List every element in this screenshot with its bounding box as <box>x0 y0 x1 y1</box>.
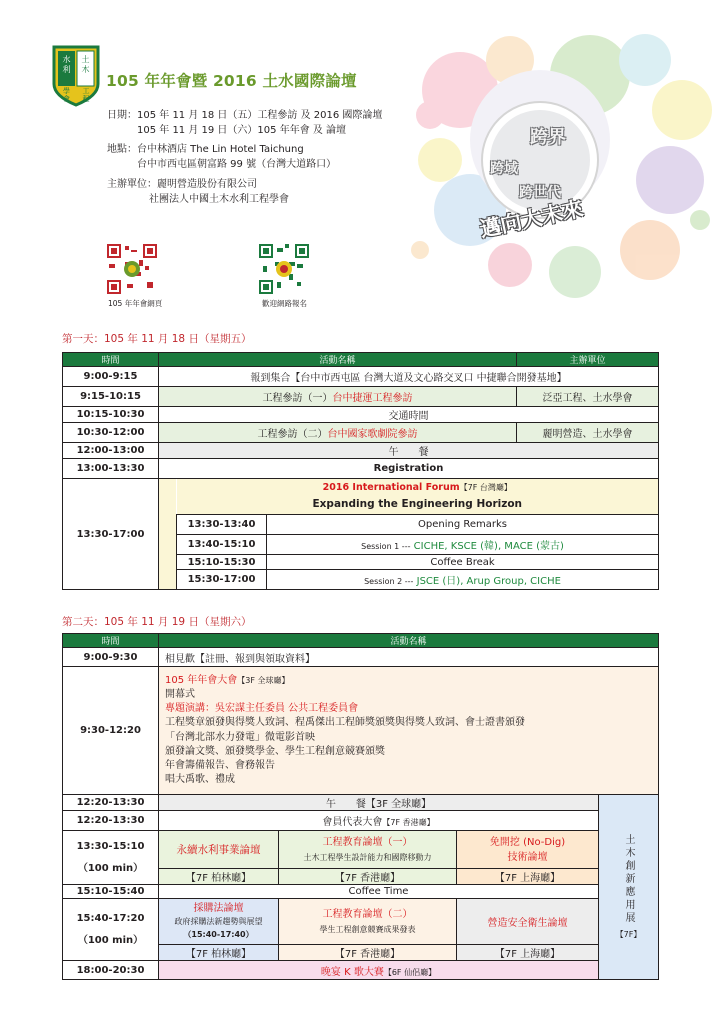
place-line-1: 台中林酒店 The Lin Hotel Taichung <box>137 144 304 155</box>
delegate-location: 【7F 香港廳】 <box>382 818 435 827</box>
table-row <box>63 795 659 811</box>
forum-title: 採購法論壇 <box>193 903 244 914</box>
header-time: 時間 <box>63 634 159 648</box>
exhibition-cell <box>599 795 659 980</box>
delegate-label: 會員代表大會 <box>322 817 383 828</box>
ceremony-item: 「台灣北部水力發電」微電影首映 <box>165 731 315 743</box>
forum-title: 工程教育論壇（二） <box>322 908 413 920</box>
forum-no-dig <box>457 831 599 869</box>
forum-subtitle: 政府採購法新趨勢與展望 <box>174 917 263 926</box>
place-line-2: 台中市西屯區朝富路 99 號（台灣大道路口） <box>137 159 337 170</box>
time-cell: 10:15-10:30 <box>63 407 159 423</box>
forum-location: 【7F 上海廳】 <box>457 869 599 885</box>
page-title: 105 年年會暨 2016 土水國際論壇 <box>106 72 357 90</box>
event-date <box>107 108 382 138</box>
exhibition-label: 土木創新應用展 <box>623 834 634 925</box>
dinner-cell <box>159 961 599 980</box>
forum-item-label <box>267 535 659 555</box>
table-row <box>63 459 659 479</box>
ceremony-item: 唱大禹歌、禮成 <box>165 774 235 786</box>
qr-code-registration[interactable] <box>259 244 309 294</box>
exhibition-location: 【7F】 <box>615 930 642 939</box>
table-row <box>63 961 659 980</box>
host-cell: 麗明營造、土水學會 <box>517 423 659 443</box>
activity-prefix: 工程參訪（一） <box>262 393 333 404</box>
block2-duration: （100 min） <box>77 934 144 946</box>
forum-title-cell <box>177 479 659 515</box>
header-activity: 活動名稱 <box>159 634 659 648</box>
dinner-location: 【6F 仙侶廳】 <box>383 967 437 977</box>
delegate-cell <box>159 811 599 831</box>
lunch-location: 【3F 全球廳】 <box>365 799 432 810</box>
slogan-line-2: 跨域 <box>490 161 518 177</box>
forum-item-participants: JSCE (日), Arup Group, CICHE <box>416 576 561 587</box>
time-cell: 13:30-17:00 <box>63 479 159 590</box>
forum-title: 2016 International Forum <box>322 482 460 493</box>
forum-location: 【7F 香港廳】 <box>279 945 457 961</box>
forum-location: 【7F 香港廳】 <box>279 869 457 885</box>
host-label: 主辦單位： <box>107 179 157 190</box>
slogan-line-4: 邁向大未來 <box>477 196 586 242</box>
day1-heading: 第一天：105 年 11 月 18 日（星期五） <box>62 333 252 345</box>
logo-char: 水 <box>62 55 71 64</box>
society-logo <box>50 44 102 108</box>
time-cell: 10:30-12:00 <box>63 423 159 443</box>
time-cell: 12:20-13:30 <box>63 795 159 811</box>
date-label: 日期： <box>107 110 137 121</box>
day2-heading: 第二天：105 年 11 月 19 日（星期六） <box>62 616 252 628</box>
forum-item-time: 15:30-17:00 <box>177 570 267 590</box>
table-row <box>63 367 659 387</box>
logo-char: 工 <box>82 87 90 95</box>
forum-item-label <box>267 515 659 535</box>
forum-margin <box>159 479 177 590</box>
qr-caption-registration: 歡迎網路報名 <box>262 299 307 308</box>
host-cell: 泛亞工程、土水學會 <box>517 387 659 407</box>
activity-highlight: 台中國家歌劇院參訪 <box>327 429 418 440</box>
block1-time: 13:30-15:10 <box>76 840 145 852</box>
qr-code-webpage[interactable] <box>107 244 157 294</box>
table-header-row <box>63 353 659 367</box>
time-cell: 9:30-12:20 <box>63 667 159 795</box>
forum-item-text: Session 2 --- <box>364 577 414 586</box>
ceremony-item: 開幕式 <box>165 688 195 700</box>
day2-schedule-table <box>62 633 659 980</box>
forum-item-participants: CICHE, KSCE (韓), MACE (蒙古) <box>413 541 564 552</box>
time-cell: 12:20-13:30 <box>63 811 159 831</box>
forum-item-text: Opening Remarks <box>418 519 507 530</box>
table-row <box>63 423 659 443</box>
activity-cell <box>159 423 517 443</box>
table-row <box>63 648 659 667</box>
table-header-row <box>63 634 659 648</box>
forum-title: 免開挖 (No-Dig) <box>489 836 566 848</box>
logo-char: 程 <box>82 95 90 103</box>
lunch-label: 午 餐 <box>325 799 366 810</box>
ceremony-item: 專題演講：吳宏謀主任委員 公共工程委員會 <box>165 703 359 715</box>
table-row <box>63 885 659 899</box>
forum-location: 【7F 上海廳】 <box>457 945 599 961</box>
lunch-cell <box>159 795 599 811</box>
logo-char: 利 <box>62 65 71 74</box>
logo-char: 學 <box>63 87 70 95</box>
ceremony-item: 工程獎章頒發與得獎人致詞、程禹傑出工程師獎頒獎與得獎人致詞、會士證書頒發 <box>165 717 525 729</box>
activity-prefix: 工程參訪（二） <box>257 429 328 440</box>
forum-block-row <box>63 899 659 945</box>
header-time: 時間 <box>63 353 159 367</box>
forum-subtitle: 學生工程創意競賽成果發表 <box>319 924 416 934</box>
place-label: 地點： <box>107 144 137 155</box>
time-cell: 9:00-9:15 <box>63 367 159 387</box>
forum-block-row <box>63 831 659 869</box>
slogan-line-3: 跨世代 <box>519 185 561 201</box>
forum-subtitle: （15:40-17:40） <box>183 930 254 939</box>
event-organizers <box>107 177 289 207</box>
time-cell: 15:10-15:40 <box>63 885 159 899</box>
time-cell: 9:15-10:15 <box>63 387 159 407</box>
forum-item-time: 13:40-15:10 <box>177 535 267 555</box>
date-line-2: 105 年 11 月 19 日（六）105 年年會 及 論壇 <box>137 125 347 136</box>
forum-item-text: Session 1 --- <box>361 542 411 551</box>
forum-item-label <box>267 570 659 590</box>
activity-highlight: 台中捷運工程參訪 <box>332 393 413 404</box>
activity-cell: 相見歡【註冊、報到與領取資料】 <box>159 648 659 667</box>
activity-cell: 報到集合【台中市西屯區 台灣大道及文心路交叉口 中捷聯合開發基地】 <box>159 367 659 387</box>
block1-duration: （100 min） <box>77 862 144 874</box>
forum-procurement <box>159 899 279 945</box>
forum-title: 工程教育論壇（一） <box>322 836 413 848</box>
host-line-1: 麗明營造股份有限公司 <box>157 179 257 190</box>
day1-schedule-table <box>62 352 659 590</box>
header-host: 主辦單位 <box>517 353 659 367</box>
forum-water: 永續水利事業論壇 <box>159 831 279 869</box>
dinner-label: 晚宴 K 歌大賽 <box>320 966 384 978</box>
time-cell: 13:00-13:30 <box>63 459 159 479</box>
forum-subtitle: Expanding the Engineering Horizon <box>312 498 523 510</box>
logo-char: 土 <box>81 55 90 64</box>
forum-title-row <box>63 479 659 515</box>
logo-char: 木 <box>81 65 90 74</box>
table-row <box>63 443 659 459</box>
time-cell <box>63 831 159 885</box>
forum-location: 【7F 柏林廳】 <box>159 945 279 961</box>
paint-splash-graphic <box>400 20 720 310</box>
activity-cell <box>159 387 517 407</box>
slogan-line-1: 跨界 <box>530 127 566 148</box>
host-line-2: 社團法人中國土木水利工程學會 <box>149 194 289 205</box>
forum-safety: 營造安全衛生論壇 <box>457 899 599 945</box>
forum-item-label <box>267 555 659 570</box>
forum-location: 【7F 台灣廳】 <box>459 483 512 492</box>
date-line-1: 105 年 11 月 18 日（五）工程參訪 及 2016 國際論壇 <box>137 110 383 121</box>
ceremony-cell <box>159 667 659 795</box>
event-venue <box>107 142 336 172</box>
ceremony-location: 【3F 全球廳】 <box>237 675 290 685</box>
time-cell: 12:00-13:00 <box>63 443 159 459</box>
forum-education-2 <box>279 899 457 945</box>
forum-subtitle: 土木工程學生設計能力和國際移動力 <box>303 852 432 862</box>
forum-location: 【7F 柏林廳】 <box>159 869 279 885</box>
header-activity: 活動名稱 <box>159 353 517 367</box>
forum-education-1 <box>279 831 457 869</box>
logo-char: 會 <box>63 95 70 103</box>
forum-item-time: 13:30-13:40 <box>177 515 267 535</box>
coffee-cell: Coffee Time <box>159 885 599 899</box>
ceremony-item: 年會籌備報告、會務報告 <box>165 759 275 771</box>
ceremony-item: 頒發論文獎、頒發獎學金、學生工程創意競賽頒獎 <box>165 745 385 757</box>
forum-item-time: 15:10-15:30 <box>177 555 267 570</box>
forum-item-text: Coffee Break <box>430 556 495 568</box>
table-row <box>63 667 659 795</box>
forum-title: 技術論壇 <box>507 851 548 863</box>
time-cell: 9:00-9:30 <box>63 648 159 667</box>
ceremony-title: 105 年年會大會 <box>165 674 238 686</box>
qr-caption-webpage: 105 年年會網頁 <box>108 299 163 308</box>
activity-cell: 交通時間 <box>159 407 659 423</box>
block2-time: 15:40-17:20 <box>76 912 145 924</box>
table-row <box>63 407 659 423</box>
time-cell <box>63 899 159 961</box>
table-row <box>63 387 659 407</box>
activity-cell: Registration <box>159 459 659 479</box>
table-row <box>63 811 659 831</box>
time-cell: 18:00-20:30 <box>63 961 159 980</box>
activity-cell: 午 餐 <box>159 443 659 459</box>
